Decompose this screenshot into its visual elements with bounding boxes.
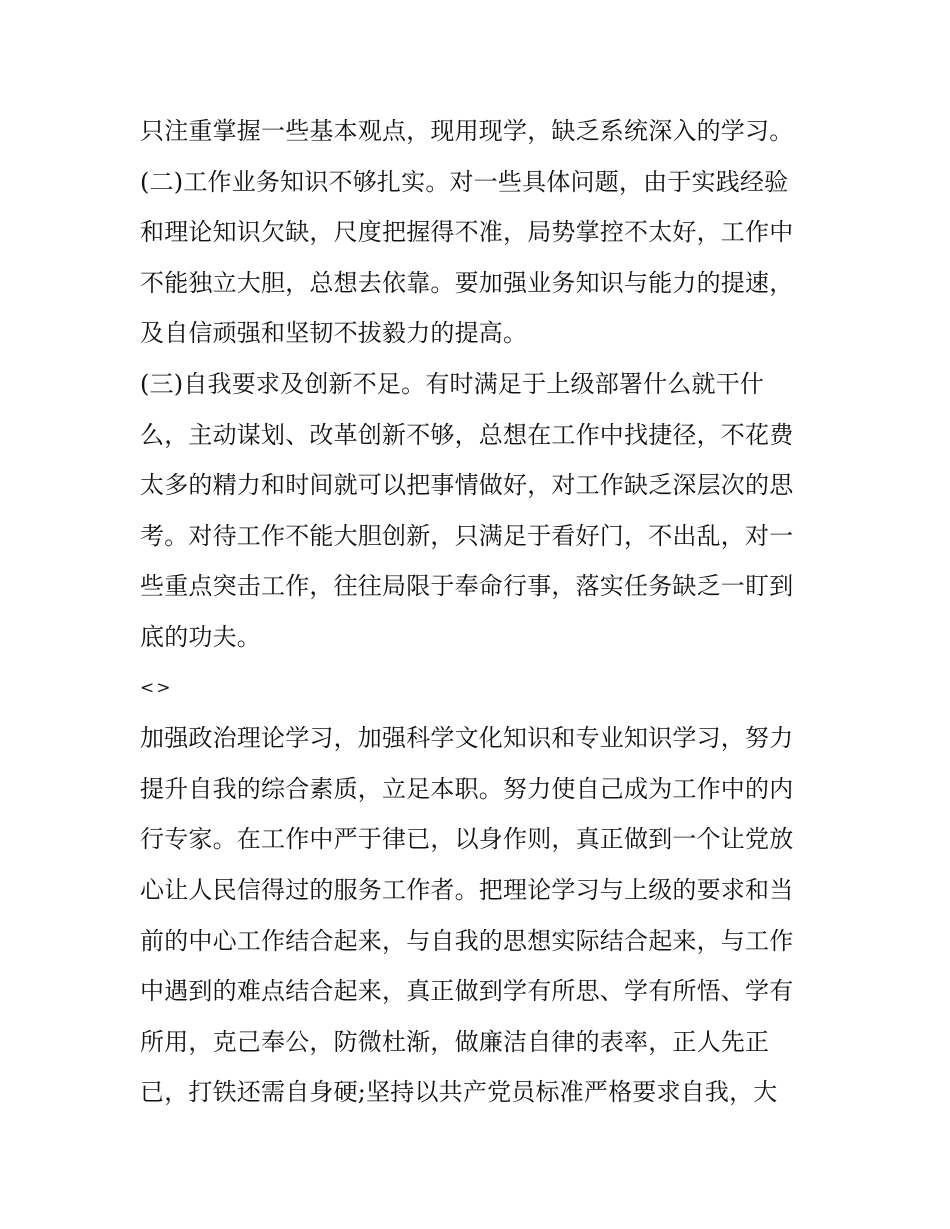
text-line: 加强政治理论学习，加强科学文化知识和专业知识学习，努力 — [140, 724, 794, 753]
text-line: 已，打铁还需自身硬;坚持以共产党员标准严格要求自我，大 — [140, 1078, 778, 1107]
section-marker: <> — [140, 677, 173, 698]
text-line: 考。对待工作不能大胆创新，只满足于看好门，不出乱，对一 — [140, 521, 794, 550]
text-line: 提升自我的综合素质，立足本职。努力使自己成为工作中的内 — [140, 774, 794, 803]
text-line: 及自信顽强和坚韧不拔毅力的提高。 — [140, 319, 528, 348]
text-line: 底的功夫。 — [140, 622, 261, 651]
text-line: 前的中心工作结合起来，与自我的思想实际结合起来，与工作 — [140, 926, 794, 955]
text-line: 和理论知识欠缺，尺度把握得不准，局势掌控不太好，工作中 — [140, 218, 794, 247]
text-line: 只注重掌握一些基本观点，现用现学，缺乏系统深入的学习。 — [140, 117, 794, 145]
text-line: 心让人民信得过的服务工作者。把理论学习与上级的要求和当 — [140, 875, 794, 904]
text-line: 不能独立大胆，总想去依靠。要加强业务知识与能力的提速， — [140, 268, 794, 297]
text-line: (三)自我要求及创新不足。有时满足于上级部署什么就干什 — [140, 369, 765, 398]
document-body — [140, 106, 820, 1118]
text-line: 行专家。在工作中严于律已，以身作则，真正做到一个让党放 — [140, 825, 794, 854]
text-line: 太多的精力和时间就可以把事情做好，对工作缺乏深层次的思 — [140, 471, 794, 500]
text-line: (二)工作业务知识不够扎实。对一些具体问题，由于实践经验 — [140, 167, 789, 196]
text-line: 些重点突击工作，往往局限于奉命行事，落实任务缺乏一盯到 — [140, 572, 794, 601]
text-line: 所用，克己奉公，防微杜渐，做廉洁自律的表率，正人先正 — [140, 1027, 770, 1056]
text-line: 么，主动谋划、改革创新不够，总想在工作中找捷径，不花费 — [140, 420, 794, 449]
text-line: 中遇到的难点结合起来，真正做到学有所思、学有所悟、学有 — [140, 977, 794, 1006]
